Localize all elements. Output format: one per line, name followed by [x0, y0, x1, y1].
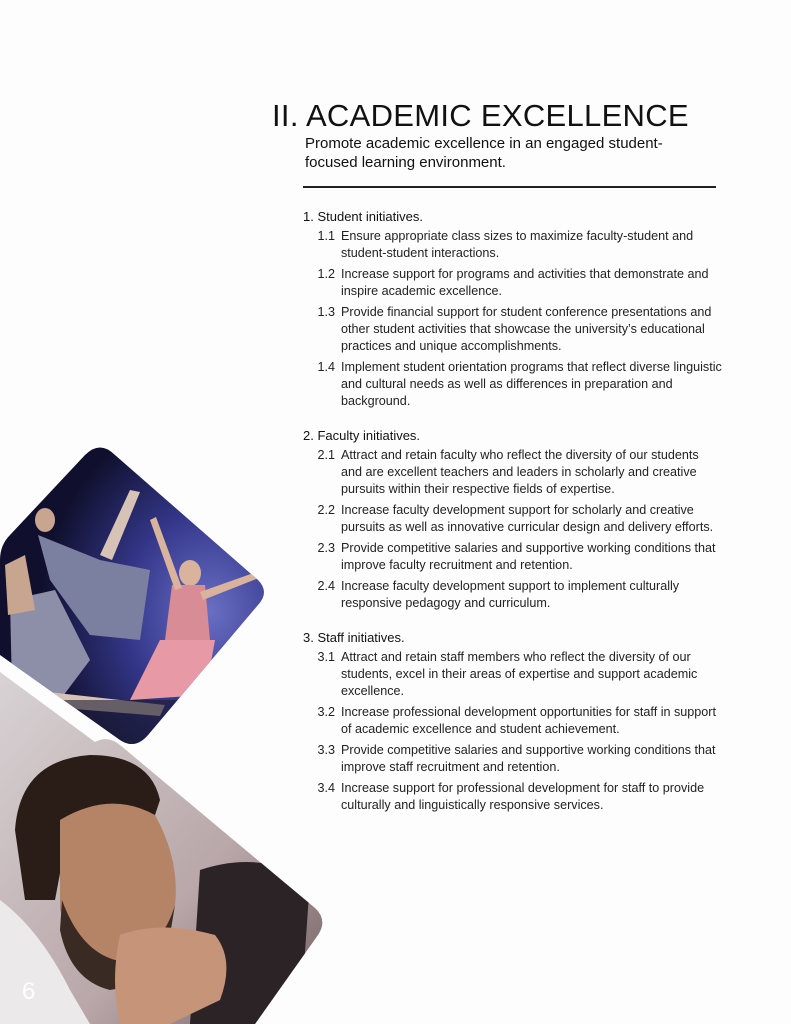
- item-text: Attract and retain staff members who reflect the diversity of our students, excel in their areas of expertise and support academic excellence.: [341, 650, 698, 698]
- list-item: [303, 780, 723, 814]
- item-number: 2.2: [317, 503, 335, 517]
- item-number: 3.4: [317, 781, 335, 795]
- item-text: Increase professional development opportunities for staff in support of academic excellence and student achievement.: [341, 705, 717, 736]
- item-number: 1.1: [317, 229, 335, 243]
- item-number: 2.1: [317, 448, 335, 462]
- item-text: Ensure appropriate class sizes to maximize faculty-student and student-student interactions.: [341, 229, 694, 260]
- item-number: 1.3: [317, 305, 335, 319]
- section-student-initiatives: [303, 208, 723, 410]
- list-item: [303, 359, 723, 410]
- page-number: 6: [22, 978, 36, 1005]
- page-subtitle: Promote academic excellence in an engaged student-focused learning environment.: [305, 135, 663, 171]
- page-title: II. ACADEMIC EXCELLENCE: [272, 98, 689, 133]
- item-text: Implement student orientation programs that reflect diverse linguistic and cultural needs as well as differences in preparation and background.: [341, 360, 722, 408]
- item-text: Increase support for programs and activities that demonstrate and inspire academic excellence.: [341, 267, 709, 298]
- item-text: Provide financial support for student conference presentations and other student activities that showcase the university’s educational practices and unique accomplishments.: [341, 305, 712, 353]
- section-heading: 3. Staff initiatives.: [303, 630, 405, 645]
- list-item: [303, 742, 723, 776]
- item-number: 3.1: [317, 650, 335, 664]
- item-text: Increase support for professional development for staff to provide culturally and linguistically responsive services.: [341, 781, 705, 812]
- list-item: [303, 540, 723, 574]
- section-staff-initiatives: [303, 629, 723, 814]
- list-item: [303, 447, 723, 498]
- item-text: Provide competitive salaries and supportive working conditions that improve faculty recruitment and retention.: [341, 541, 716, 572]
- list-item: [303, 502, 723, 536]
- item-number: 2.3: [317, 541, 335, 555]
- list-item: [303, 649, 723, 700]
- section-faculty-initiatives: [303, 427, 723, 612]
- title-divider: [303, 186, 716, 188]
- item-text: Increase faculty development support for scholarly and creative pursuits as well as innovative curricular design and delivery efforts.: [341, 503, 714, 534]
- item-number: 1.4: [317, 360, 335, 374]
- item-number: 2.4: [317, 579, 335, 593]
- initiatives-list: [303, 208, 723, 831]
- item-text: Provide competitive salaries and supportive working conditions that improve staff recruitment and retention.: [341, 743, 716, 774]
- list-item: [303, 228, 723, 262]
- list-item: [303, 304, 723, 355]
- list-item: [303, 266, 723, 300]
- item-text: Attract and retain faculty who reflect the diversity of our students and are excellent teachers and leaders in scholarly and creative pursuits within their respective fields of expertise.: [341, 448, 699, 496]
- section-heading: 1. Student initiatives.: [303, 209, 423, 224]
- item-text: Increase faculty development support to implement culturally responsive pedagogy and curriculum.: [341, 579, 680, 610]
- section-heading: 2. Faculty initiatives.: [303, 428, 421, 443]
- item-number: 3.3: [317, 743, 335, 757]
- item-number: 1.2: [317, 267, 335, 281]
- item-number: 3.2: [317, 705, 335, 719]
- list-item: [303, 578, 723, 612]
- list-item: [303, 704, 723, 738]
